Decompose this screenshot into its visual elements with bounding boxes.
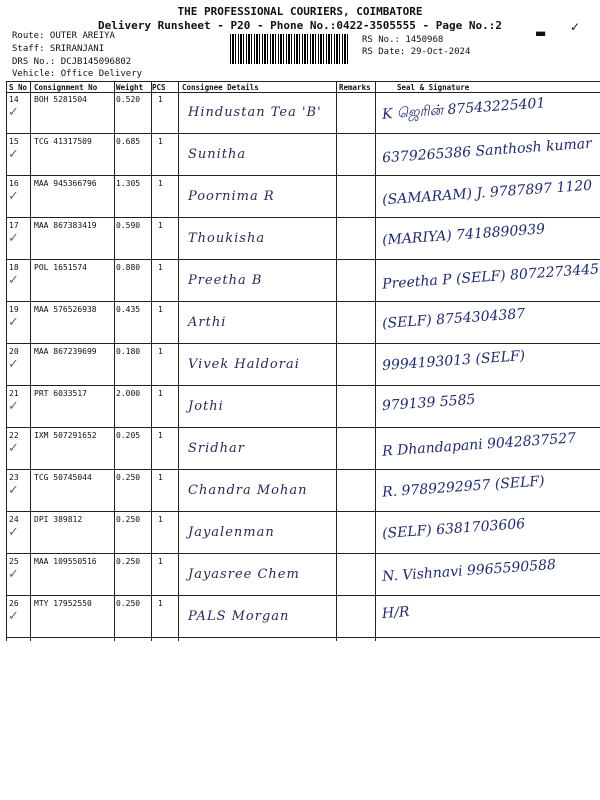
weight: 0.685	[116, 137, 141, 146]
weight: 0.880	[116, 263, 141, 272]
check-mark-icon: ✓	[8, 609, 19, 624]
pieces: 1	[158, 95, 163, 104]
row-divider	[6, 217, 600, 218]
consignee-name: Jothi	[188, 399, 224, 414]
barcode	[230, 34, 350, 64]
signature: R Dhandapani 9042837527	[381, 430, 577, 460]
pieces: 1	[158, 473, 163, 482]
pieces: 1	[158, 557, 163, 566]
row-divider	[6, 385, 600, 386]
pieces: 1	[158, 515, 163, 524]
row-sno: 20	[9, 347, 19, 356]
row-divider	[6, 343, 600, 344]
consignee-name: Sunitha	[188, 147, 247, 162]
row-divider	[6, 427, 600, 428]
col-header-pcs: PCS	[152, 83, 166, 92]
row-divider	[6, 469, 600, 470]
row-sno: 18	[9, 263, 19, 272]
consignee-name: Jayasree Chem	[188, 567, 300, 582]
pieces: 1	[158, 347, 163, 356]
weight: 0.250	[116, 557, 141, 566]
consignment-no: MAA 576526938	[34, 305, 97, 314]
row-sno: 14	[9, 95, 19, 104]
runsheet-title: Delivery Runsheet - P20 - Phone No.:0422-3505555 - Page No.:2	[98, 19, 502, 32]
signature: (MARIYA) 7418890939	[381, 221, 546, 249]
check-mark-icon: ✓	[8, 315, 19, 330]
col-header-consignment: Consignment No	[34, 83, 98, 92]
consignment-no: PRT 6033517	[34, 389, 87, 398]
col-header-sno: S No	[9, 83, 28, 92]
consignee-name: Preetha B	[188, 273, 263, 288]
check-mark-icon: ✓	[8, 441, 19, 456]
route-label: Route: OUTER AREIYA	[12, 31, 115, 41]
consignee-name: Poornima R	[188, 189, 275, 204]
check-mark-icon: ✓	[8, 189, 19, 204]
staff-label: Staff: SRIRANJANI	[12, 44, 105, 54]
check-mark-icon: ✓	[8, 399, 19, 414]
tick-mark-icon: ▬	[535, 26, 547, 40]
check-mark-icon: ✓	[8, 525, 19, 540]
signature: (SELF) 8754304387	[381, 306, 526, 332]
row-sno: 21	[9, 389, 19, 398]
weight: 0.435	[116, 305, 141, 314]
row-divider	[6, 637, 600, 638]
consignment-no: MAA 867383419	[34, 221, 97, 230]
row-sno: 19	[9, 305, 19, 314]
row-sno: 23	[9, 473, 19, 482]
weight: 0.250	[116, 599, 141, 608]
consignment-no: POL 1651574	[34, 263, 87, 272]
consignment-no: MAA 109550516	[34, 557, 97, 566]
consignment-no: MAA 867239699	[34, 347, 97, 356]
pieces: 1	[158, 137, 163, 146]
row-divider	[6, 175, 600, 176]
signature: K ஜெரின் 87543225401	[381, 95, 546, 123]
weight: 1.305	[116, 179, 141, 188]
weight: 2.000	[116, 389, 141, 398]
row-sno: 16	[9, 179, 19, 188]
consignee-name: Thoukisha	[188, 231, 266, 246]
consignment-no: IXM 507291652	[34, 431, 97, 440]
row-sno: 24	[9, 515, 19, 524]
check-mark-icon: ✓	[8, 231, 19, 246]
weight: 0.520	[116, 95, 141, 104]
consignment-no: TCG 50745044	[34, 473, 92, 482]
weight: 0.180	[116, 347, 141, 356]
consignment-no: DPI 389812	[34, 515, 83, 524]
signature: H/R	[381, 604, 410, 622]
company-title: THE PROFESSIONAL COURIERS, COIMBATORE	[177, 5, 423, 18]
check-mark-icon: ✓	[8, 105, 19, 120]
check-mark-icon: ✓	[8, 357, 19, 372]
vehicle-label: Vehicle: Office Delivery	[12, 69, 143, 79]
check-mark-icon: ✓	[8, 567, 19, 582]
tick-mark-icon: ✓	[570, 20, 581, 34]
pieces: 1	[158, 221, 163, 230]
consignee-name: Arthi	[188, 315, 227, 330]
col-header-signature: Seal & Signature	[397, 83, 470, 92]
consignment-no: TCG 41317509	[34, 137, 92, 146]
row-divider	[6, 301, 600, 302]
signature: 9994193013 (SELF)	[381, 348, 526, 374]
pieces: 1	[158, 179, 163, 188]
row-sno: 17	[9, 221, 19, 230]
pieces: 1	[158, 263, 163, 272]
consignee-name: Sridhar	[188, 441, 245, 456]
row-divider	[6, 553, 600, 554]
check-mark-icon: ✓	[8, 147, 19, 162]
consignment-no: BOH 5281504	[34, 95, 87, 104]
consignee-name: Chandra Mohan	[188, 483, 308, 498]
consignment-no: MTY 17952550	[34, 599, 92, 608]
row-sno: 26	[9, 599, 19, 608]
row-divider	[6, 133, 600, 134]
signature: (SAMARAM) J. 9787897 1120	[381, 177, 593, 209]
signature: R. 9789292957 (SELF)	[381, 473, 546, 501]
signature: 979139 5585	[381, 391, 476, 415]
pieces: 1	[158, 389, 163, 398]
consignee-name: Vivek Haldorai	[188, 357, 300, 372]
signature: Preetha P (SELF) 8072273445	[381, 261, 600, 293]
col-header-consignee: Consignee Details	[182, 83, 259, 92]
col-header-remarks: Remarks	[339, 83, 371, 92]
weight: 0.250	[116, 473, 141, 482]
weight: 0.590	[116, 221, 141, 230]
pieces: 1	[158, 599, 163, 608]
rs-no: RS No.: 1450968	[362, 35, 444, 45]
signature: 6379265386 Santhosh kumar	[381, 135, 593, 167]
row-sno: 15	[9, 137, 19, 146]
row-divider	[6, 259, 600, 260]
weight: 0.250	[116, 515, 141, 524]
pieces: 1	[158, 305, 163, 314]
consignee-name: Hindustan Tea 'B'	[188, 105, 322, 120]
consignee-name: PALS Morgan	[188, 609, 290, 624]
row-sno: 25	[9, 557, 19, 566]
check-mark-icon: ✓	[8, 483, 19, 498]
consignment-no: MAA 945366796	[34, 179, 97, 188]
drs-label: DRS No.: DCJB145096802	[12, 57, 132, 67]
row-divider	[6, 595, 600, 596]
signature: (SELF) 6381703606	[381, 516, 526, 542]
weight: 0.205	[116, 431, 141, 440]
row-divider	[6, 511, 600, 512]
consignee-name: Jayalenman	[188, 525, 275, 540]
signature: N. Vishnavi 9965590588	[381, 556, 557, 586]
pieces: 1	[158, 431, 163, 440]
rs-date: RS Date: 29-Oct-2024	[362, 47, 471, 57]
check-mark-icon: ✓	[8, 273, 19, 288]
col-header-weight: Weight	[116, 83, 144, 92]
row-sno: 22	[9, 431, 19, 440]
